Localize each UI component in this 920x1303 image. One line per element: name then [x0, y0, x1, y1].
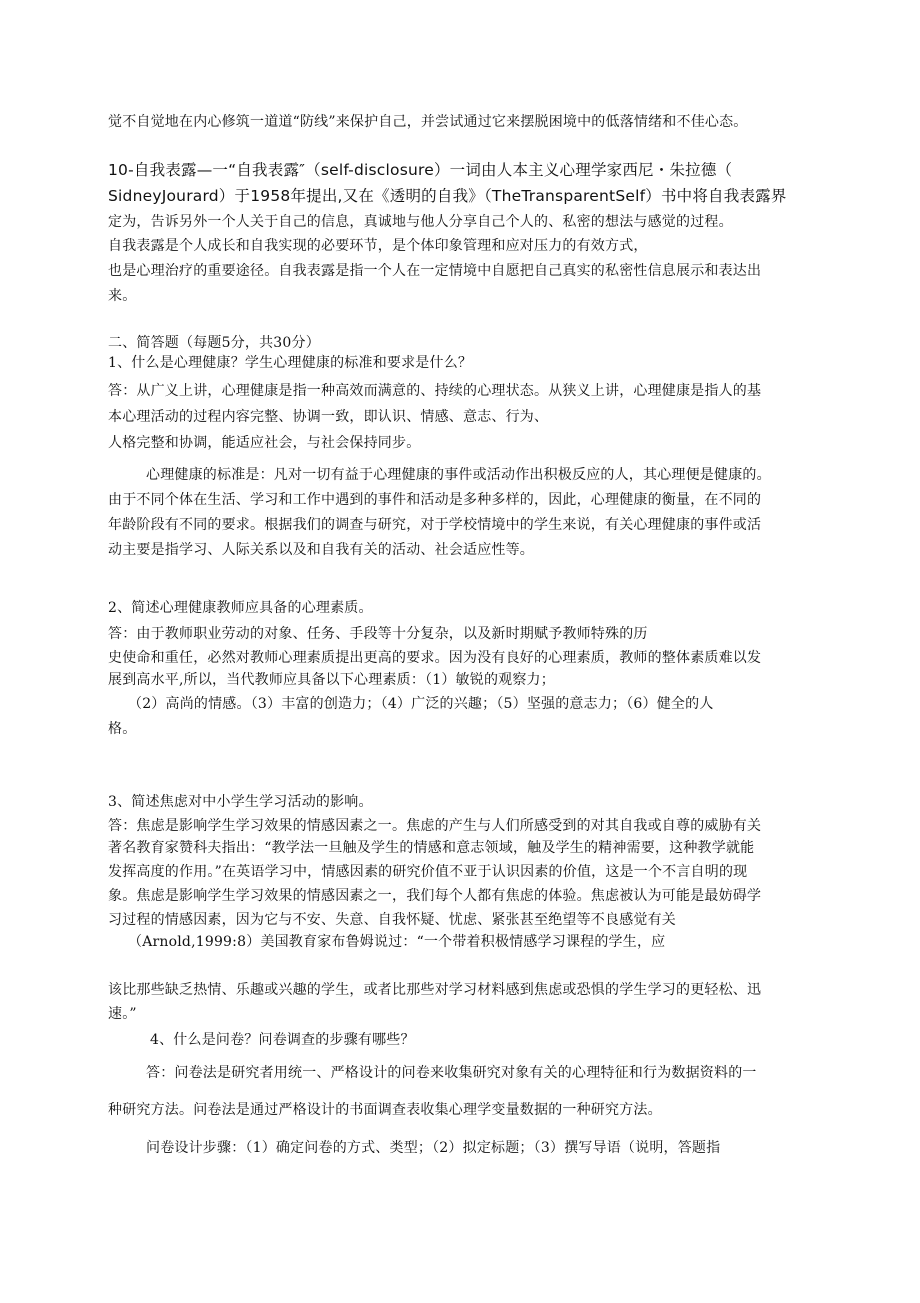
text-line: 种研究方法。问卷法是通过严格设计的书面调查表收集心理学变量数据的一种研究方法。: [108, 1102, 662, 1118]
text-line: （Arnold,1999:8）美国教育家布鲁姆说过：“一个带着积极情感学习课程的学生，应: [128, 934, 666, 950]
question-3: 3、简述焦虑对中小学生学习活动的影响。: [108, 794, 373, 810]
text-line: 发挥高度的作用。”在英语学习中，情感因素的研究价值不亚于认识因素的价值，这是一个不言自明的现: [108, 864, 748, 880]
text-line: 答：从广义上讲，心理健康是指一种高效而满意的、持续的心理状态。从狭义上讲，心理健康是指人的基: [108, 383, 762, 399]
text-line: 由于不同个体在生活、学习和工作中遇到的事件和活动是多种多样的，因此，心理健康的衡量，在不同的: [108, 492, 762, 508]
text-line: 也是心理治疗的重要途径。自我表露是指一个人在一定情境中自愿把自己真实的私密性信息展示和表达出: [108, 263, 762, 279]
text-line: 习过程的情感因素，因为它与不安、失意、自我怀疑、忧虑、紧张甚至绝望等不良感觉有关: [108, 912, 676, 928]
text-line: 问卷设计步骤：（1）确定问卷的方式、类型；（2）拟定标题；（3）撰写导语（说明，答题指: [146, 1140, 721, 1156]
text-line: （2）高尚的情感。（3）丰富的创造力；（4）广泛的兴趣；（5）坚强的意志力；（6）健全的人: [128, 696, 714, 712]
text-line: 著名教育家赞科夫指出：“教学法一旦触及学生的情感和意志领域，触及学生的精神需要，这种教学就能: [108, 840, 755, 856]
question-4: 4、什么是问卷？问卷调查的步骤有哪些？: [150, 1032, 415, 1048]
text-line: 展到高水平,所以，当代教师应具备以下心理素质：（1）敏锐的观察力；: [108, 672, 555, 688]
text-line: 觉不自觉地在内心修筑一道道“防线”来保护自己，并尝试通过它来摆脱困境中的低落情绪和不佳心态。: [108, 114, 748, 130]
text-line: 格。: [108, 721, 137, 737]
text-line: 年龄阶段有不同的要求。根据我们的调查与研究，对于学校情境中的学生来说，有关心理健康的事件或活: [108, 517, 762, 533]
text-line: 来。: [108, 288, 137, 304]
text-line: 自我表露是个人成长和自我实现的必要环节，是个体印象管理和应对压力的有效方式，: [108, 238, 648, 254]
text-line: 答：焦虑是影响学生学习效果的情感因素之一。焦虑的产生与人们所感受到的对其自我或自尊的威胁有关: [108, 818, 762, 834]
text-line: 史使命和重任，必然对教师心理素质提出更高的要求。因为没有良好的心理素质，教师的整体素质难以发: [108, 650, 762, 666]
text-line: 答：问卷法是研究者用统一、严格设计的问卷来收集研究对象有关的心理特征和行为数据资料的一: [146, 1065, 757, 1081]
text-line: 象。焦虑是影响学生学习效果的情感因素之一，我们每个人都有焦虑的体验。焦虑被认为可能是最妨碍学: [108, 888, 762, 904]
text-line: 该比那些缺乏热情、乐趣或兴趣的学生，或者比那些对学习材料感到焦虑或恐惧的学生学习的更轻松、迅: [108, 982, 762, 998]
question-2: 2、简述心理健康教师应具备的心理素质。: [108, 600, 373, 616]
text-line: 本心理活动的过程内容完整、协调一致，即认识、情感、意志、行为、: [108, 409, 549, 425]
text-line: 速。”: [108, 1006, 137, 1022]
term-heading-10: 10-自我表露—一“自我表露″（self-disclosure）一词由人本主义心理学家西尼・朱拉德（: [108, 161, 733, 179]
section-heading: 二、简答题（每题5分，共30分）: [108, 335, 320, 351]
text-line: SidneyJourard）于1958年提出,又在《透明的自我》（TheTransparentSelf）书中将自我表露界: [108, 187, 787, 205]
text-line: 动主要是指学习、人际关系以及和自我有关的活动、社会适应性等。: [108, 542, 534, 558]
question-1: 1、什么是心理健康？学生心理健康的标准和要求是什么？: [108, 355, 473, 371]
text-line: 答：由于教师职业劳动的对象、任务、手段等十分复杂，以及新时期赋予教师特殊的历: [108, 626, 648, 642]
text-line: 定为，告诉另外一个人关于自己的信息，真诚地与他人分享自己个人的、私密的想法与感觉的过程。: [108, 214, 733, 230]
text-line: 人格完整和协调，能适应社会，与社会保持同步。: [108, 435, 421, 451]
text-line: 心理健康的标准是：凡对一切有益于心理健康的事件或活动作出积极反应的人，其心理便是健康的。: [146, 467, 771, 483]
